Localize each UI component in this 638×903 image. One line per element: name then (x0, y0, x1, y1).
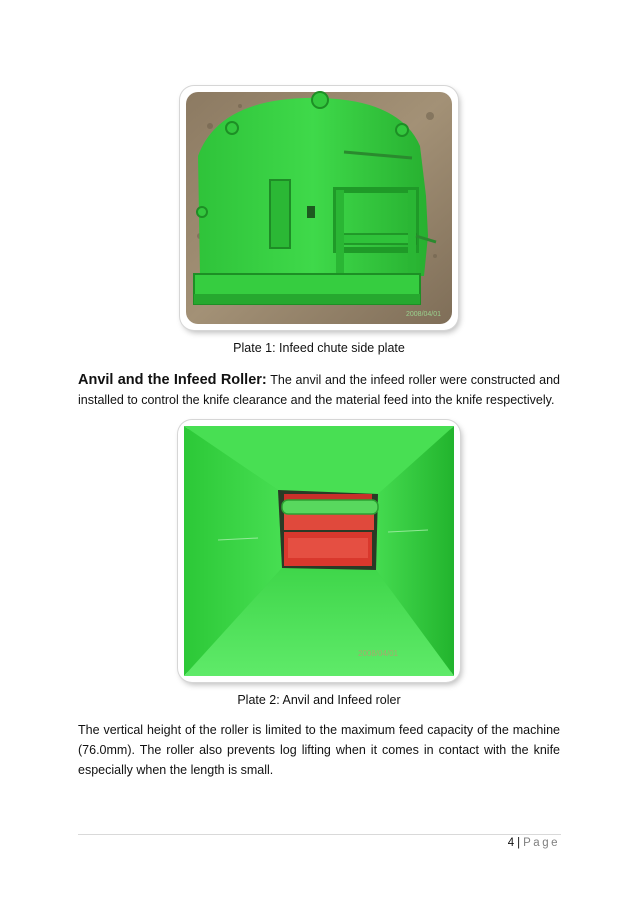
photo-date-stamp: 2008/04/01 (358, 649, 399, 658)
footer-divider (78, 834, 561, 835)
plate-2-caption: Plate 2: Anvil and Infeed roler (237, 693, 401, 707)
svg-text:2008/04/01: 2008/04/01 (406, 311, 442, 318)
section-text: The anvil and the infeed roller were constructed and installed to control the knife clearance and the material feed into the knife respectively. (78, 373, 561, 407)
roller-height-paragraph: The vertical height of the roller is limited to the maximum feed capacity of the machine (76.0mm). The roller also prevents log lifting when it comes in contact with the knife especially when the length is small. (78, 723, 560, 777)
anvil-roller-paragraph (78, 370, 560, 410)
anvil-infeed-roller-image (178, 420, 460, 682)
infeed-chute-side-plate-image (180, 86, 458, 330)
footer-separator: | (517, 837, 521, 849)
section-heading: Anvil and the Infeed Roller: (78, 372, 267, 388)
plate-1-caption: Plate 1: Infeed chute side plate (233, 341, 405, 355)
page-footer (508, 837, 560, 849)
plate-2-photo (178, 420, 460, 682)
page-number: 4 (507, 837, 515, 849)
page-label: Page (523, 837, 560, 849)
plate-1-photo (180, 86, 458, 330)
